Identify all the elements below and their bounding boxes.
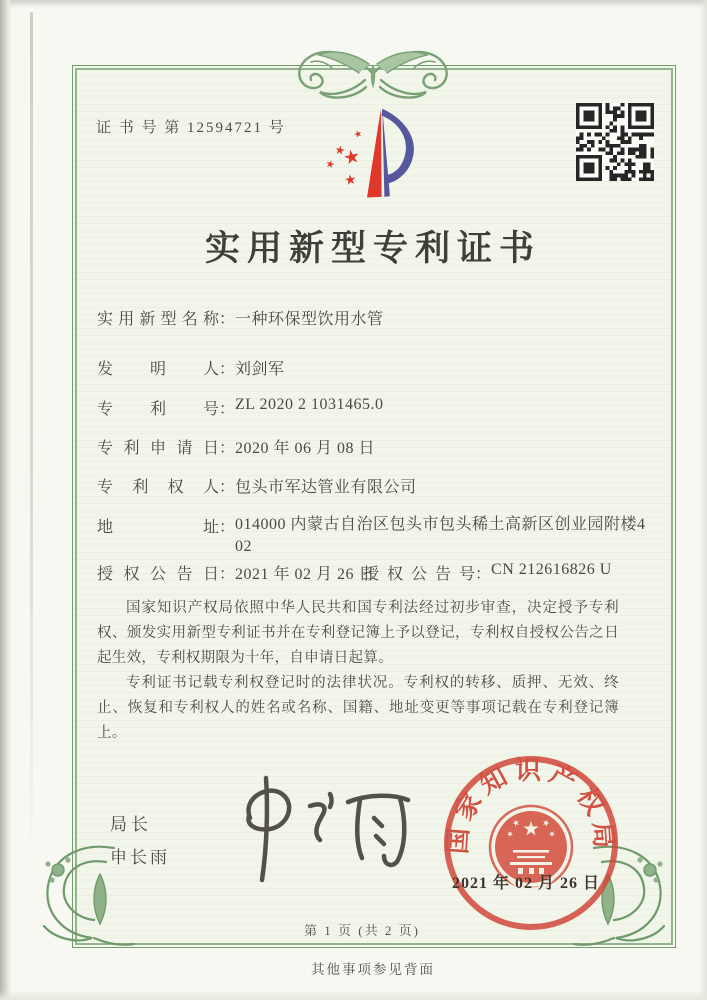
field-row-utility-model-name	[97, 306, 657, 329]
field-colon: ：	[219, 361, 236, 378]
field-colon: ：	[219, 401, 236, 418]
field-label: 专利权人	[97, 479, 219, 496]
field-row-address	[97, 514, 657, 558]
field-value: 一种环保型饮用水管	[235, 311, 384, 328]
field-value: ZL 2020 2 1031465.0	[235, 396, 384, 413]
field-value: 2021 年 02 月 26 日	[235, 566, 376, 583]
field-row-patentee	[97, 474, 657, 497]
legal-text-block	[97, 596, 619, 746]
photo-right-edge	[699, 0, 707, 1000]
booklet-spine-line	[30, 0, 33, 870]
legal-paragraph-2: 专利证书记载专利权登记时的法律状况。专利权的转移、质押、无效、终止、恢复和专利权人的姓名或名称、国籍、地址变更等事项记载在专利登记簿上。	[97, 675, 619, 741]
photo-left-edge	[0, 0, 12, 1000]
field-colon: ：	[219, 566, 236, 583]
back-note: 其他事项参见背面	[311, 962, 435, 977]
page-indicator: 第 1 页 (共 2 页)	[304, 923, 420, 938]
field-label: 授权公告号	[363, 566, 475, 583]
signer-name: 申长雨	[110, 848, 170, 867]
handwritten-signature	[218, 772, 418, 887]
top-border-flourish-icon	[262, 42, 484, 102]
seal-date: 2021 年 02 月 26 日	[452, 875, 601, 892]
field-value: 包头市军达管业有限公司	[235, 479, 417, 496]
photo-top-edge	[0, 0, 707, 12]
seal-agency-text: 国家知识产权局	[443, 755, 619, 855]
certificate-title: 实用新型专利证书	[204, 229, 541, 268]
cnipa-official-seal	[438, 750, 624, 936]
field-label: 实用新型名称	[97, 311, 219, 328]
field-label: 授权公告日	[97, 566, 219, 583]
field-row-application-date	[97, 435, 657, 458]
field-row-grant	[97, 561, 657, 584]
address-line-1: 014000 内蒙古自治区包头市包头稀土高新区创业园附楼4	[235, 516, 646, 533]
field-value: 2020 年 06 月 08 日	[235, 440, 376, 457]
field-label: 发明人	[97, 361, 219, 378]
field-colon: ：	[219, 519, 236, 536]
address-line-2: 02	[235, 538, 253, 555]
cnipa-logo-icon	[299, 108, 417, 200]
field-colon: ：	[219, 479, 236, 496]
legal-paragraph-1: 国家知识产权局依照中华人民共和国专利法经过初步审查，决定授予专利权、颁发实用新型专利证书并在专利登记簿上予以登记，专利权自授权公告之日起生效，专利权期限为十年，自申请日起算。	[97, 600, 619, 666]
field-label: 专利号	[97, 401, 219, 418]
field-colon: ：	[475, 566, 492, 583]
field-colon: ：	[219, 440, 236, 457]
field-value	[235, 514, 646, 558]
field-value: 刘剑军	[235, 361, 285, 378]
field-value: CN 212616826 U	[491, 561, 612, 578]
qr-code	[576, 103, 654, 181]
photo-bottom-edge	[0, 990, 707, 1000]
field-grant-number	[363, 561, 612, 584]
signer-title: 局长	[110, 815, 152, 834]
field-label: 专利申请日	[97, 440, 219, 457]
field-label: 地址	[97, 519, 219, 536]
field-row-inventor	[97, 356, 657, 379]
certificate-number: 证 书 号 第 12594721 号	[96, 120, 286, 136]
field-row-patent-number	[97, 396, 657, 419]
field-colon: ：	[219, 311, 236, 328]
